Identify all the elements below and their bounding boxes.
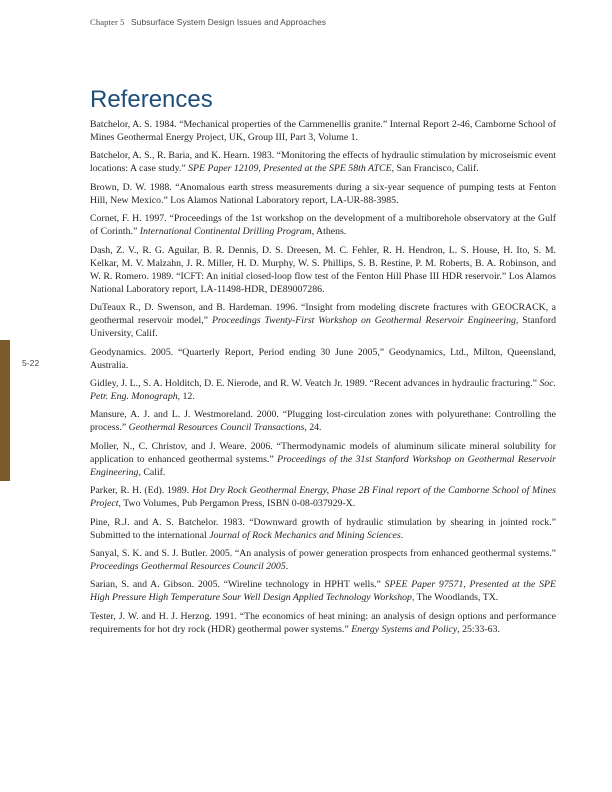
reference-text-tail: , 12.	[177, 391, 195, 402]
reference-source: Proceedings of the 31st Stanford Workshop on Geothermal Reservoir Engineering	[90, 453, 556, 478]
reference-entry	[90, 244, 556, 296]
reference-text-tail: , 24.	[304, 422, 322, 434]
reference-entry	[90, 118, 556, 144]
page-number: 5-22	[22, 358, 40, 368]
reference-text: Mansure, A. J. and L. J. Westmoreland. 2000. “Plugging lost-circulation zones with polyurethane: Controlling the process.”	[90, 409, 556, 434]
reference-entry	[90, 346, 556, 372]
reference-source: SPEE Paper 97571, Presented at the SPE High Pressure High Temperature Sour Well Design Applied Technology Workshop	[90, 579, 556, 604]
reference-entry	[90, 408, 556, 434]
reference-text-tail: , 25:33-63.	[457, 623, 500, 635]
reference-source: International Continental Drilling Program	[139, 226, 312, 238]
reference-text-tail: , The Woodlands, TX.	[411, 592, 499, 604]
reference-text: Parker, R. H. (Ed). 1989.	[90, 485, 192, 497]
reference-text: Moller, N., C. Christov, and J. Weare. 2006. “Thermodynamic models of aluminum silicate mineral solubility for application to enhanced geothermal systems.”	[90, 440, 556, 465]
reference-text: Tester, J. W. and H. J. Herzog. 1991. “The economics of heat mining: an analysis of design options and performance requirements for hot dry rock (HDR) geothermal power systems.”	[90, 610, 556, 635]
reference-text: Batchelor, A. S. 1984. “Mechanical properties of the Carnmenellis granite.” Internal Report 2-46, Camborne School of Mines Geothermal Energy Project, UK, Group III, Part 3, Volume 1.	[90, 119, 556, 144]
reference-text: DuTeaux R., D. Swenson, and B. Hardeman. 1996. “Insight from modeling discrete fractures with GEOCRACK, a geothermal reservoir model,”	[90, 302, 556, 327]
reference-text-tail: , Stanford University, Calif.	[90, 315, 556, 340]
reference-entry	[90, 377, 556, 403]
reference-text: Batchelor, A. S., R. Baria, and K. Hearn. 1983. “Monitoring the effects of hydraulic stimulation by microseismic event locations: A case study.”	[90, 150, 556, 175]
reference-entry	[90, 547, 556, 573]
running-header	[90, 17, 326, 27]
reference-text: Sanyal, S. K. and S. J. Butler. 2005. “An analysis of power generation prospects from enhanced geothermal systems.”	[90, 547, 556, 559]
reference-text-tail: , Athens.	[311, 226, 347, 238]
reference-entry	[90, 149, 556, 175]
reference-source: Journal of Rock Mechanics and Mining Sciences	[209, 529, 401, 541]
chapter-title: Subsurface System Design Issues and Approaches	[131, 17, 327, 27]
reference-text: Dash, Z. V., R. G. Aguilar, B. R. Dennis, D. S. Dreesen, M. C. Fehler, R. H. Hendron, L. S. House, H. Ito, S. M. Kelkar, M. V. Malzahn, J. R. Miller, H. D. Murphy, W. S. Phillips, S. B. Restine, P. M. Roberts, B. A. Robinson, and W. R. Romero. 1989. “ICFT: An initial closed-loop flow test of the Fenton Hill Phase III HDR reservoir.” Los Alamos National Laboratory report, LA-11498-HDR, DE89007286.	[90, 244, 556, 295]
reference-entry	[90, 301, 556, 340]
reference-text: Brown, D. W. 1988. “Anomalous earth stress measurements during a six-year sequence of pumping tests at Fenton Hill, New Mexico.” Los Alamos National Laboratory report, LA-UR-88-3985.	[90, 181, 556, 206]
reference-entry	[90, 181, 556, 207]
reference-text: Gidley, J. L., S. A. Holditch, D. E. Nierode, and R. W. Veatch Jr. 1989. “Recent advances in hydraulic fracturing.”	[90, 377, 540, 389]
reference-text: Cornet, F. H. 1997. “Proceedings of the 1st workshop on the development of a multiborehole observatory at the Gulf of Corinth.”	[90, 213, 556, 238]
reference-entry	[90, 578, 556, 604]
reference-text-tail: .	[400, 529, 404, 541]
page-title: References	[90, 86, 213, 113]
reference-source: Geothermal Resources Council Transactions	[128, 422, 305, 434]
reference-source: Soc. Petr. Eng. Monograph	[90, 377, 556, 402]
reference-text-tail: , Calif.	[138, 466, 166, 478]
reference-list	[90, 118, 556, 641]
reference-source: SPE Paper 12109, Presented at the SPE 58th ATCE	[188, 163, 392, 175]
reference-entry	[90, 440, 556, 479]
reference-source: Energy Systems and Policy	[351, 623, 458, 635]
reference-entry	[90, 484, 556, 510]
reference-source: Proceedings Geothermal Resources Council 2005	[90, 560, 286, 572]
reference-source: Proceedings Twenty-First Workshop on Geothermal Reservoir Engineering	[211, 315, 516, 327]
reference-text: Geodynamics. 2005. “Quarterly Report, Period ending 30 June 2005,” Geodynamics, Ltd., Milton, Queensland, Australia.	[90, 346, 556, 371]
reference-text-tail: .	[285, 560, 289, 572]
reference-entry	[90, 212, 556, 238]
reference-text-tail: , Two Volumes, Pub Pergamon Press, ISBN 0-08-037929-X.	[118, 498, 356, 510]
reference-entry	[90, 516, 556, 542]
reference-entry	[90, 610, 556, 636]
reference-text-tail: , San Francisco, Calif.	[391, 163, 479, 175]
chapter-label: Chapter 5	[90, 17, 125, 27]
reference-text: Pine, R.J. and A. S. Batchelor. 1983. “Downward growth of hydraulic stimulation by shearing in jointed rock.” Submitted to the international	[90, 516, 556, 541]
reference-text: Sarian, S. and A. Gibson. 2005. “Wireline technology in HPHT wells.”	[90, 579, 385, 591]
reference-source: Hot Dry Rock Geothermal Energy, Phase 2B Final report of the Camborne School of Mines Project	[90, 485, 556, 510]
chapter-tab-bar	[0, 340, 10, 481]
